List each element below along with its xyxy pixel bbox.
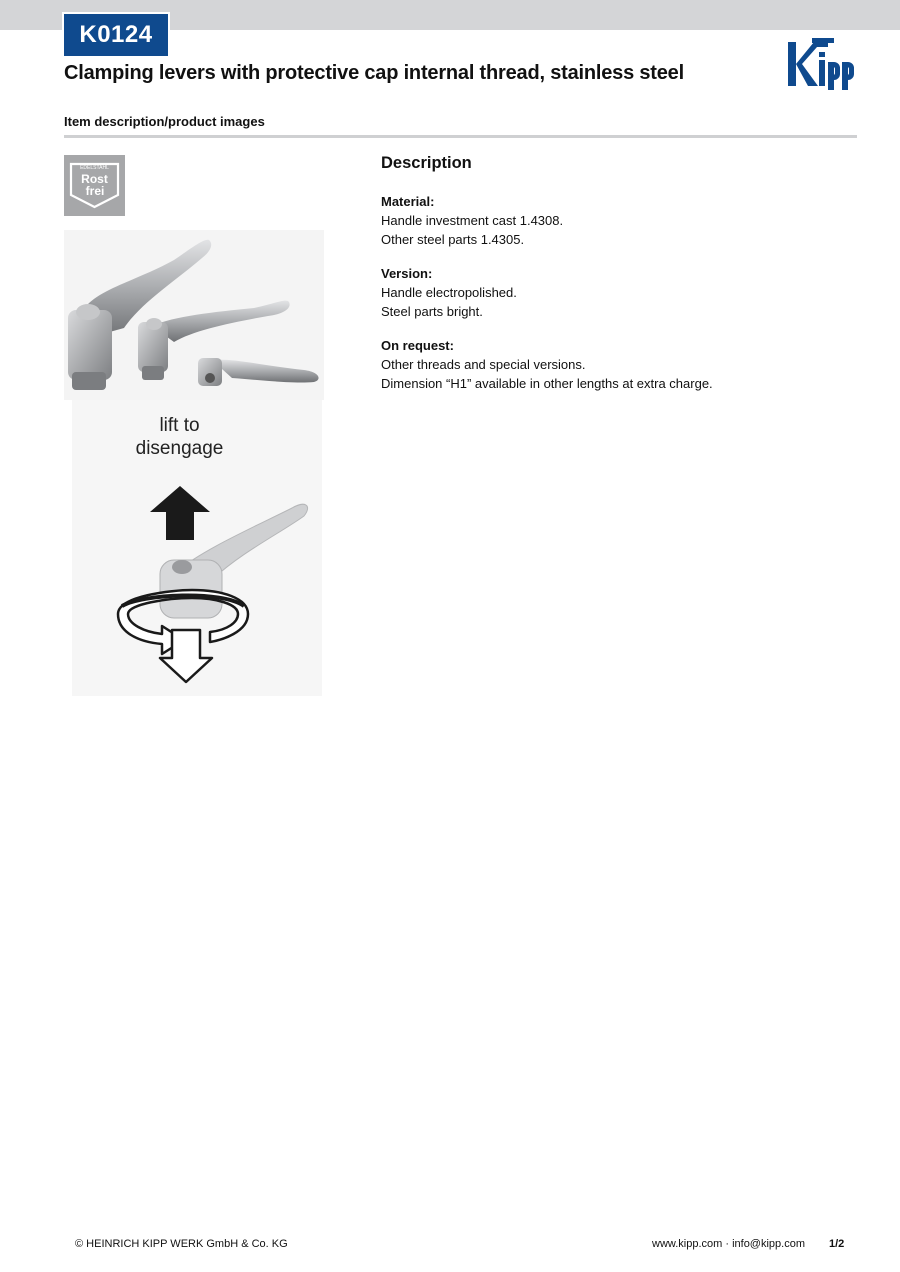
stainless-steel-badge <box>64 155 125 216</box>
version-line: Steel parts bright. <box>381 304 483 319</box>
on-request-block <box>381 336 851 393</box>
page-title: Clamping levers with protective cap internal thread, stainless steel <box>64 62 684 84</box>
version-block <box>381 264 851 321</box>
footer-contact: www.kipp.com · info@kipp.com <box>652 1238 805 1250</box>
on-request-line: Dimension “H1” available in other lengths at extra charge. <box>381 376 713 391</box>
version-label: Version: <box>381 266 433 281</box>
usage-illustration <box>72 400 322 696</box>
version-line: Handle electropolished. <box>381 285 517 300</box>
material-line: Other steel parts 1.4305. <box>381 232 525 247</box>
product-image <box>64 230 324 400</box>
badge-line2: frei <box>85 184 105 198</box>
kipp-logo <box>784 36 858 92</box>
description-panel <box>381 152 851 408</box>
article-code-badge: K0124 <box>64 14 168 56</box>
on-request-label: On request: <box>381 338 454 353</box>
material-line: Handle investment cast 1.4308. <box>381 213 564 228</box>
section-divider <box>64 135 857 138</box>
on-request-line: Other threads and special versions. <box>381 357 586 372</box>
usage-label-line1: lift to <box>159 415 200 436</box>
badge-top-text: EDELSTAHL <box>80 165 109 171</box>
section-heading: Item description/product images <box>64 114 265 129</box>
footer-copyright: © HEINRICH KIPP WERK GmbH & Co. KG <box>75 1238 288 1250</box>
rostfrei-shield-icon <box>64 155 125 216</box>
arrow-up-icon <box>150 486 210 540</box>
page-number: 1/2 <box>829 1238 845 1250</box>
description-heading: Description <box>381 154 472 172</box>
material-block <box>381 192 851 249</box>
badge-line1: Rost <box>81 172 108 186</box>
material-label: Material: <box>381 194 435 209</box>
usage-label-line2: disengage <box>135 438 224 459</box>
